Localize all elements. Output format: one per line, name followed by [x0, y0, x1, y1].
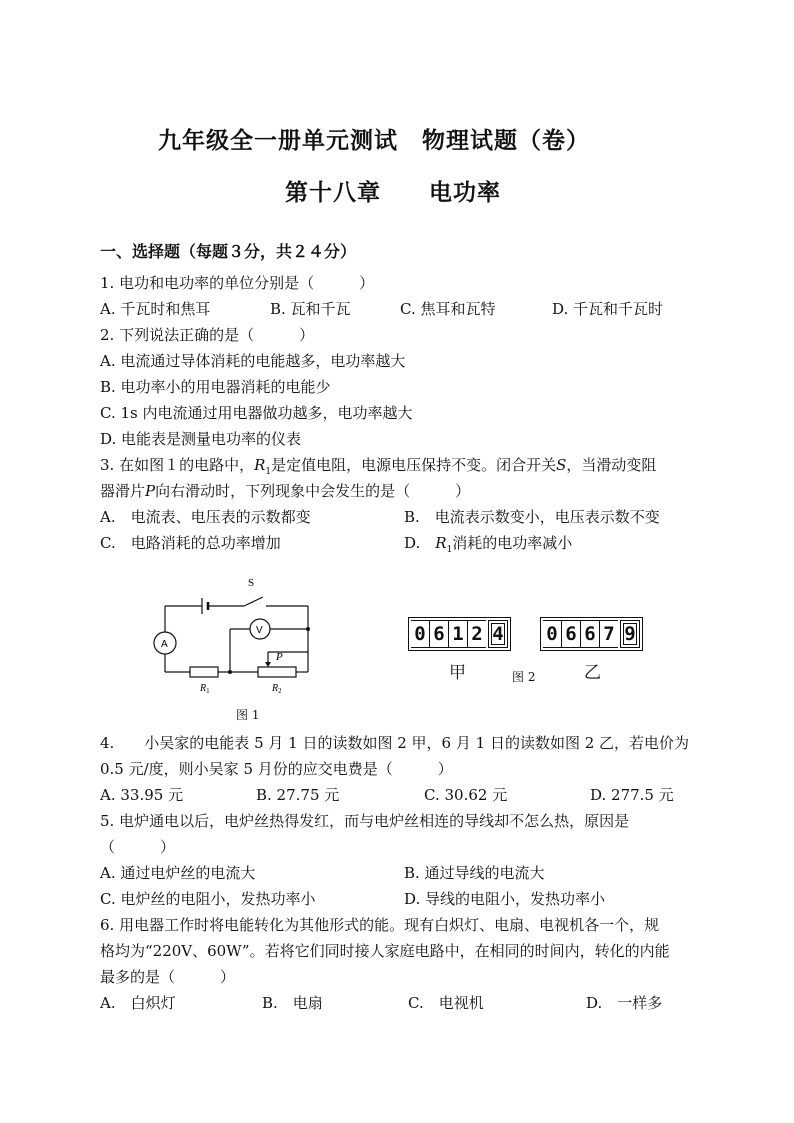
- page-title: 九年级全一册单元测试 物理试题（卷）: [158, 127, 590, 154]
- q4-option-a: A. 33.95 元: [100, 786, 184, 804]
- q3-option-d: D. $R_1$消耗的电功率减小: [404, 534, 573, 555]
- q3-option-a: A. 电流表、电压表的示数都变: [100, 508, 311, 526]
- r1-label: $R_1$: [200, 683, 210, 695]
- question-5-stem-line1: 5. 电炉通电以后，电炉丝热得发红，而与电炉丝相连的导线却不怎么热，原因是: [100, 812, 630, 830]
- slider-label: P: [276, 651, 283, 663]
- q1-option-a: A. 千瓦时和焦耳: [100, 300, 211, 318]
- question-3-stem-line1: 3. 在如图１的电路中，$R_1$是定值电阻，电源电压保持不变。闭合开关S，当滑动变阻: [100, 456, 657, 477]
- meter-digit: 0: [543, 620, 561, 648]
- q3-option-c: C. 电路消耗的总功率增加: [100, 534, 281, 552]
- q4-option-d: D. 277.5 元: [590, 786, 674, 804]
- q6-option-a: A. 白炽灯: [100, 994, 176, 1012]
- r2-label: $R_2$: [272, 683, 282, 695]
- question-4-stem-line2: 0.5 元/度，则小吴家 5 月份的应交电费是（ ）: [100, 760, 453, 778]
- chapter-title: 第十八章 电功率: [285, 179, 501, 206]
- meter-digit: 6: [580, 620, 599, 648]
- circuit-diagram: [150, 572, 340, 700]
- ammeter-label: A: [161, 639, 168, 650]
- section-heading: 一、选择题（每题３分，共２４分）: [100, 242, 357, 261]
- meter-jia-label: 甲: [449, 663, 466, 683]
- q6-option-d: D. 一样多: [586, 994, 663, 1012]
- question-4-stem-line1: 4. 小吴家的电能表 5 月 1 日的读数如图 2 甲，6 月 1 日的读数如图 2 乙，若电价为: [100, 734, 690, 752]
- meter-yi: [540, 617, 643, 651]
- q5-option-a: A. 通过电炉丝的电流大: [100, 864, 256, 882]
- q1-option-c: C. 焦耳和瓦特: [400, 300, 496, 318]
- meter-decimal-digit: 4: [488, 620, 508, 648]
- meter-digit: 1: [448, 620, 467, 648]
- junction-dot: [228, 670, 232, 674]
- q5-option-b: B. 通过导线的电流大: [404, 864, 545, 882]
- meter-decimal-digit: 9: [620, 620, 640, 648]
- figure-1-caption: 图 1: [236, 708, 260, 722]
- q4-option-c: C. 30.62 元: [424, 786, 508, 804]
- q6-option-b: B. 电扇: [262, 994, 323, 1012]
- meter-digit: 6: [429, 620, 448, 648]
- q1-option-d: D. 千瓦和千瓦时: [552, 300, 664, 318]
- voltmeter-label: V: [256, 625, 263, 636]
- q3-option-b: B. 电流表示数变小，电压表示数不变: [404, 508, 660, 526]
- meter-digit: 0: [411, 620, 429, 648]
- question-6-stem-line1: 6. 用电器工作时将电能转化为其他形式的能。现有白炽灯、电扇、电视机各一个，规: [100, 916, 660, 934]
- question-5-stem-line2: （ ）: [100, 838, 176, 856]
- resistor-r2: [258, 667, 296, 677]
- meter-jia: [408, 617, 511, 651]
- switch-blade: [244, 597, 263, 606]
- resistor-r1: [190, 667, 218, 677]
- meter-digit: 6: [561, 620, 580, 648]
- meter-yi-label: 乙: [584, 663, 601, 683]
- figure-2-caption: 图 2: [512, 670, 536, 684]
- question-6-stem-line3: 最多的是（ ）: [100, 968, 236, 986]
- q2-option-d: D. 电能表是测量电功率的仪表: [100, 430, 302, 448]
- q2-option-a: A. 电流通过导体消耗的电能越多，电功率越大: [100, 352, 406, 370]
- junction-dot: [306, 627, 310, 631]
- question-2-stem: 2. 下列说法正确的是（ ）: [100, 326, 315, 344]
- q2-option-c: C. 1s 内电流通过用电器做功越多，电功率越大: [100, 404, 413, 422]
- switch-label: S: [248, 577, 255, 589]
- q6-option-c: C. 电视机: [408, 994, 484, 1012]
- question-3-stem-line2: 器滑片P向右滑动时，下列现象中会发生的是（ ）: [100, 482, 471, 500]
- question-6-stem-line2: 格均为“220V、60W”。若将它们同时接人家庭电路中，在相同的时间内，转化的内能: [100, 942, 670, 960]
- meter-digit: 2: [467, 620, 486, 648]
- q1-option-b: B. 瓦和千瓦: [270, 300, 351, 318]
- q5-option-c: C. 电炉丝的电阻小，发热功率小: [100, 890, 316, 908]
- meter-digit: 7: [599, 620, 618, 648]
- q2-option-b: B. 电功率小的用电器消耗的电能少: [100, 378, 331, 396]
- question-1-stem: 1. 电功和电功率的单位分别是（ ）: [100, 274, 375, 292]
- q4-option-b: B. 27.75 元: [256, 786, 340, 804]
- q5-option-d: D. 导线的电阻小，发热功率小: [404, 890, 606, 908]
